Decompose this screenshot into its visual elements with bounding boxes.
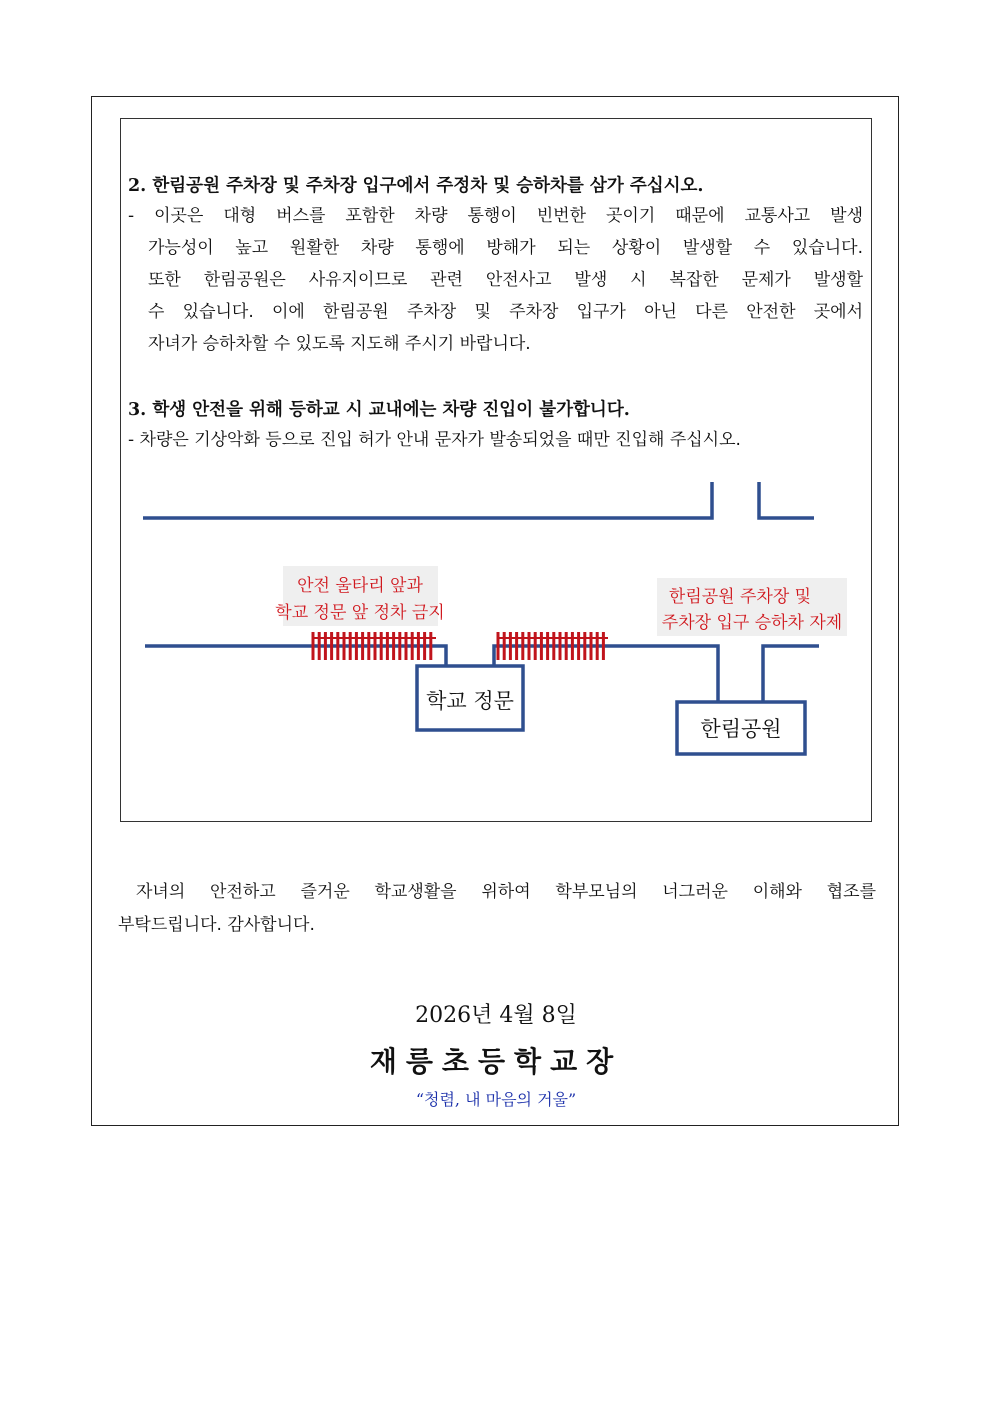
school-gate-label: 학교 정문 (426, 689, 514, 713)
section3-line-1: - 차량은 기상악화 등으로 진입 허가 안내 문자가 발송되었을 때만 진입해 주십시오. (128, 430, 741, 450)
section3-body (128, 424, 863, 456)
left-note-line-2: 학교 정문 앞 정차 금지 (275, 603, 445, 623)
right-note-line-2: 주차장 입구 승하차 자제 (661, 613, 843, 633)
hallim-park-label: 한림공원 (700, 717, 782, 741)
section2-line-3: 또한 한림공원은 사유지이므로 관련 안전사고 발생 시 복잡한 문제가 발생할 (148, 270, 863, 290)
section2-body (128, 200, 863, 360)
section2-heading: 2. 한림공원 주차장 및 주차장 입구에서 주정차 및 승하차를 삼가 주십시오. (128, 176, 704, 196)
letter-date: 2026년 4월 8일 (415, 1003, 577, 1028)
signer-title: 재릉초등학교장 (369, 1045, 623, 1078)
closing-paragraph (118, 876, 876, 942)
section2-line-2: 가능성이 높고 원활한 차량 통행에 방해가 되는 상황이 발생할 수 있습니다. (148, 238, 863, 258)
section2-line-1: - 이곳은 대형 버스를 포함한 차량 통행이 빈번한 곳이기 때문에 교통사고 발생 (128, 206, 863, 226)
lower-road-right-segment (763, 646, 819, 702)
closing-line-2: 부탁드립니다. 감사합니다. (118, 915, 315, 935)
traffic-diagram (120, 470, 872, 770)
closing-line-1: 자녀의 안전하고 즐거운 학교생활을 위하여 학부모님의 너그러운 이해와 협조를 (136, 882, 876, 902)
right-note-line-1: 한림공원 주차장 및 (668, 587, 812, 607)
upper-road-left-segment (143, 482, 712, 518)
upper-road-right-segment (759, 482, 814, 518)
upper-road (143, 482, 814, 518)
fence-left (313, 632, 436, 660)
section2-line-5: 자녀가 승하차할 수 있도록 지도해 주시기 바랍니다. (148, 334, 531, 354)
section2-line-4: 수 있습니다. 이에 한림공원 주차장 및 주차장 입구가 아닌 다른 안전한 곳에서 (148, 302, 863, 322)
section3-heading: 3. 학생 안전을 위해 등하교 시 교내에는 차량 진입이 불가합니다. (128, 400, 630, 420)
school-motto: “청렴, 내 마음의 거울” (415, 1090, 577, 1109)
left-note-line-1: 안전 울타리 앞과 (297, 576, 423, 596)
